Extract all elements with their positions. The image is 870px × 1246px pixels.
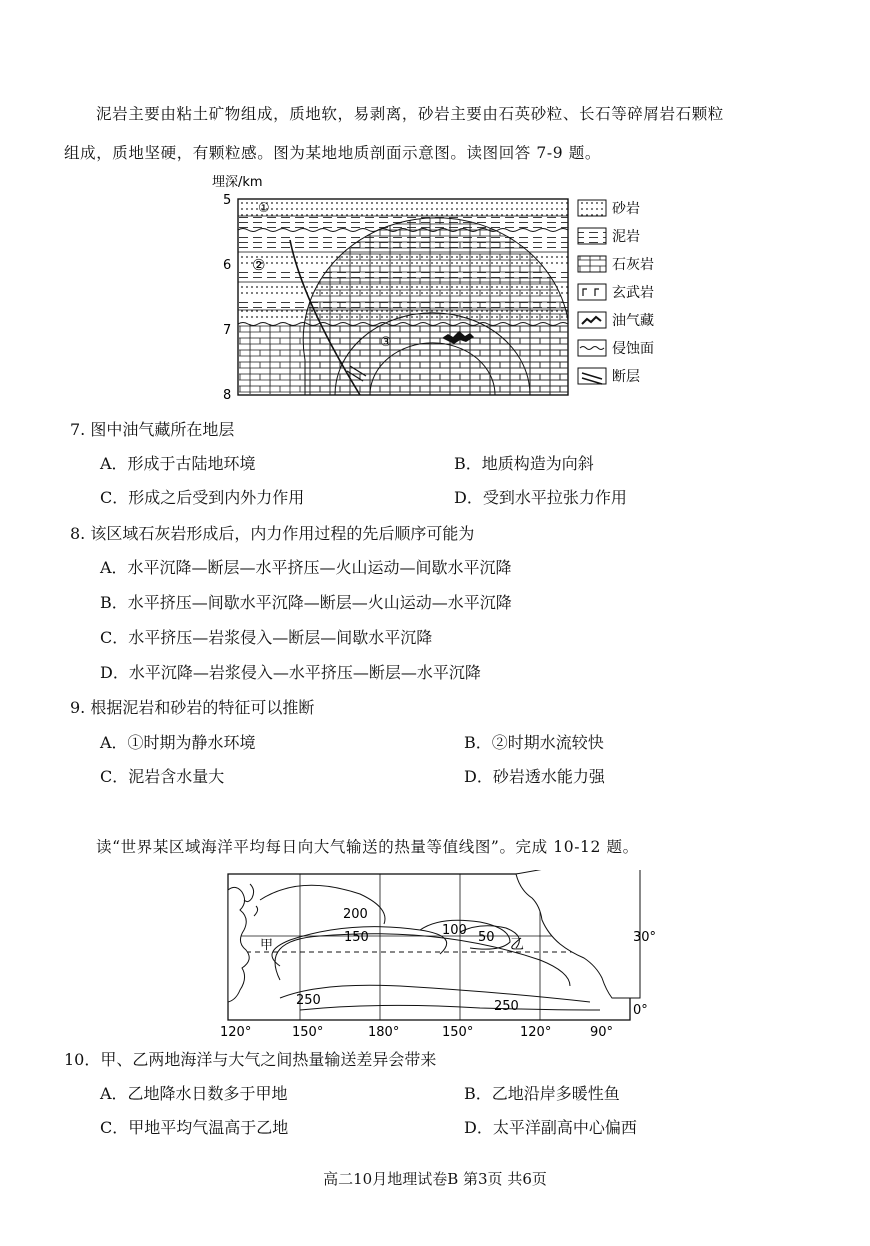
q8-option-b: B．水平挤压—间歇水平沉降—断层—火山运动—水平沉降 bbox=[100, 593, 512, 612]
lat-label-0: 0° bbox=[633, 1003, 648, 1018]
legend-fault: 断层 bbox=[612, 369, 640, 385]
place-label-jia: 甲 bbox=[260, 938, 274, 953]
q10-option-c: C．甲地平均气温高于乙地 bbox=[100, 1118, 289, 1137]
legend-erosion-surface: 侵蚀面 bbox=[612, 341, 654, 357]
depth-tick-5: 5 bbox=[223, 193, 232, 208]
marker-2: ② bbox=[252, 256, 266, 274]
lon-label-120w: 120° bbox=[520, 1025, 552, 1040]
lon-label-150e: 150° bbox=[292, 1025, 324, 1040]
legend bbox=[578, 200, 606, 384]
legend-mudstone: 泥岩 bbox=[612, 229, 640, 245]
legend-limestone: 石灰岩 bbox=[612, 257, 654, 273]
q9-option-c: C．泥岩含水量大 bbox=[100, 767, 225, 786]
map-frame bbox=[228, 870, 640, 1020]
q10-option-d: D．太平洋副高中心偏西 bbox=[464, 1118, 637, 1137]
depth-tick-6: 6 bbox=[223, 258, 232, 273]
geologic-cross-section-figure bbox=[210, 170, 670, 402]
legend-sandstone: 砂岩 bbox=[612, 201, 640, 217]
q9-option-b: B．②时期水流较快 bbox=[464, 733, 604, 752]
q10-option-b: B．乙地沿岸多暖性鱼 bbox=[464, 1084, 620, 1103]
contour-label-250-west: 250 bbox=[296, 993, 321, 1008]
question-8-stem: 8. 该区域石灰岩形成后，内力作用过程的先后顺序可能为 bbox=[70, 524, 475, 543]
intro-line-1: 泥岩主要由粘土矿物组成，质地软，易剥离，砂岩主要由石英砂粒、长石等碎屑岩石颗粒 bbox=[96, 105, 724, 123]
lon-label-150w: 150° bbox=[442, 1025, 474, 1040]
q7-option-c: C．形成之后受到内外力作用 bbox=[100, 488, 305, 507]
depth-tick-8: 8 bbox=[223, 388, 232, 402]
depth-tick-7: 7 bbox=[223, 323, 232, 338]
q9-option-a: A．①时期为静水环境 bbox=[100, 733, 256, 752]
contour-label-150: 150 bbox=[344, 930, 369, 945]
q8-option-c: C．水平挤压—岩浆侵入—断层—间歇水平沉降 bbox=[100, 628, 433, 647]
q8-option-a: A．水平沉降—断层—水平挤压—火山运动—间歇水平沉降 bbox=[100, 558, 512, 577]
q9-option-d: D．砂岩透水能力强 bbox=[464, 767, 605, 786]
contour-label-50: 50 bbox=[478, 930, 495, 945]
q8-option-d: D．水平沉降—岩浆侵入—水平挤压—断层—水平沉降 bbox=[100, 663, 481, 682]
page-footer: 高二10月地理试卷B 第3页 共6页 bbox=[323, 1170, 547, 1188]
legend-oil-gas: 油气藏 bbox=[612, 313, 654, 329]
heat-isoline-map-figure bbox=[220, 870, 670, 1040]
marker-1: ① bbox=[258, 201, 270, 216]
intro-line-2: 组成，质地坚硬，有颗粒感。图为某地地质剖面示意图。读图回答 7-9 题。 bbox=[64, 144, 601, 162]
q10-option-a: A．乙地降水日数多于甲地 bbox=[100, 1084, 288, 1103]
lon-label-120e: 120° bbox=[220, 1025, 252, 1040]
intro-2: 读“世界某区域海洋平均每日向大气输送的热量等值线图”。完成 10-12 题。 bbox=[96, 838, 639, 856]
lon-label-180: 180° bbox=[368, 1025, 400, 1040]
section-box bbox=[238, 199, 568, 395]
lat-label-30: 30° bbox=[633, 930, 657, 945]
q7-option-b: B．地质构造为向斜 bbox=[454, 454, 594, 473]
marker-3: ③ bbox=[380, 335, 392, 350]
question-7-stem: 7. 图中油气藏所在地层 bbox=[70, 420, 235, 439]
q7-option-d: D．受到水平拉张力作用 bbox=[454, 488, 627, 507]
contour-label-200: 200 bbox=[343, 907, 368, 922]
place-label-yi: 乙 bbox=[510, 937, 524, 953]
question-9-stem: 9. 根据泥岩和砂岩的特征可以推断 bbox=[70, 698, 315, 717]
depth-axis-title: 埋深/km bbox=[212, 175, 263, 190]
contour-label-250-east: 250 bbox=[494, 999, 519, 1014]
question-10-stem: 10．甲、乙两地海洋与大气之间热量输送差异会带来 bbox=[64, 1050, 437, 1069]
contour-label-100: 100 bbox=[442, 923, 467, 938]
legend-basalt: 玄武岩 bbox=[612, 285, 654, 301]
lon-label-90w: 90° bbox=[590, 1025, 614, 1040]
q7-option-a: A．形成于古陆地环境 bbox=[100, 454, 256, 473]
